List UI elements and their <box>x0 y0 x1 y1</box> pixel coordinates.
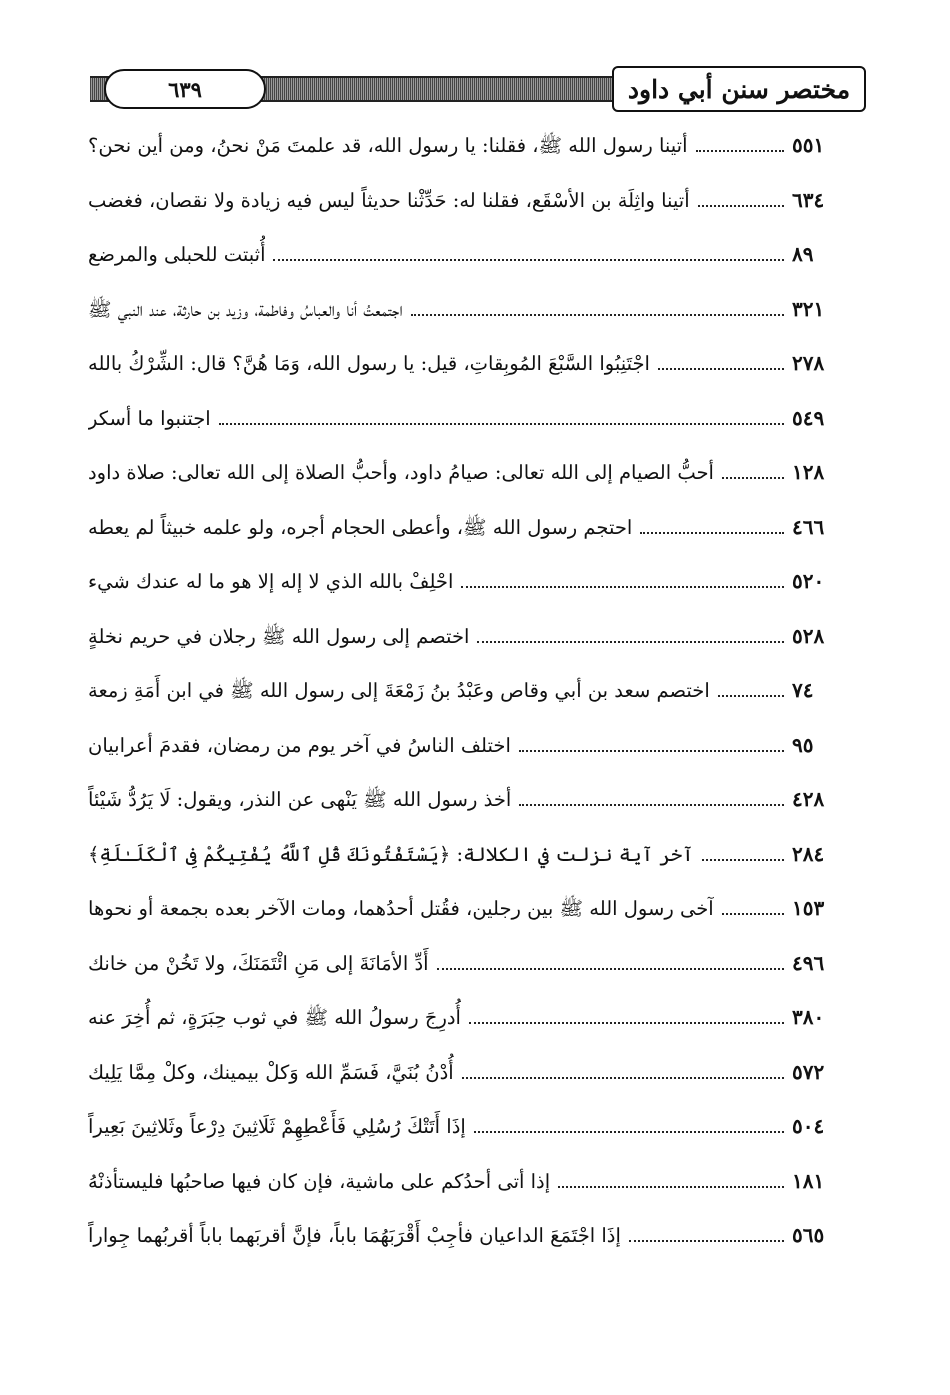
entry-text: اجْتَنِبُوا السَّبْعَ المُوبِقاتِ، قيل: يا رسول الله، وَمَا هُنَّ؟ قال: الشِّرْكُ بالله <box>88 352 650 375</box>
index-entry <box>88 173 858 228</box>
dot-leader <box>519 750 784 752</box>
entry-text: أَدِّ الأمَانَةَ إلى مَنِ ائْتَمَنَكَ، ولا تَخُنْ من خانك <box>88 951 429 975</box>
dot-leader <box>702 859 784 861</box>
entry-text: اختلف الناسُ في آخر يوم من رمضان، فقدمَ أعرابيان <box>88 733 511 757</box>
dot-leader <box>722 477 784 479</box>
dot-leader <box>273 259 784 261</box>
entry-text: أتينا واثِلَة بن الأسْقَع، فقلنا له: حَدِّثْنا حديثاً ليس فيه زيادة ولا نقصان، فغضب <box>88 188 690 212</box>
dot-leader <box>718 695 784 697</box>
entry-text: أتينا رسول الله ﷺ، فقلنا: يا رسول الله، قد علمتَ مَنْ نحنُ، ومن أين نحن؟ <box>88 134 688 157</box>
entry-page-number: ٨٩ <box>792 242 814 266</box>
dot-leader <box>469 1022 784 1024</box>
index-entry <box>88 118 858 173</box>
index-entry <box>88 1208 858 1263</box>
entry-text: أُدرِجَ رسولُ الله ﷺ في ثوب حِبَرَةٍ، ثم أُخِرَ عنه <box>88 1006 461 1029</box>
dot-leader <box>461 586 784 588</box>
index-entry <box>88 663 858 718</box>
entry-page-number: ٥٦٥ <box>792 1223 825 1247</box>
entry-page-number: ٥٢٠ <box>792 569 825 593</box>
index-entry <box>88 1099 858 1154</box>
entry-text: اختصم سعد بن أبي وقاص وعَبْدُ بنُ زَمْعَةَ إلى رسول الله ﷺ في ابن أَمَةِ زمعة <box>88 679 710 702</box>
entry-page-number: ٤٢٨ <box>792 787 825 811</box>
entry-text: اختصم إلى رسول الله ﷺ رجلان في حريم نخلةٍ <box>88 624 470 648</box>
entry-page-number: ٩٥ <box>792 732 814 757</box>
entry-text: إذَا أَتَتْكَ رُسُلِي فَأَعْطِهِمْ ثَلَاثِينَ دِرْعاً وثَلاثِينَ بَعِيراً <box>88 1115 466 1138</box>
dot-leader <box>411 314 784 316</box>
dot-leader <box>474 1131 784 1133</box>
dot-leader <box>722 913 784 915</box>
dot-leader <box>219 423 784 425</box>
index-entry <box>88 1154 858 1209</box>
dot-leader <box>519 804 784 806</box>
dot-leader <box>462 1077 784 1079</box>
dot-leader <box>629 1240 784 1242</box>
entry-page-number: ٥٥١ <box>792 133 825 157</box>
index-entry <box>88 881 858 936</box>
page-number: ٦٣٩ <box>168 76 202 102</box>
dot-leader <box>437 968 784 970</box>
book-title: مختصر سنن أبي داود <box>627 74 851 104</box>
book-title-frame <box>612 66 866 112</box>
entry-page-number: ٥٢٨ <box>792 623 825 648</box>
entry-page-number: ٣٢١ <box>792 296 825 321</box>
entry-text: اجتنبوا ما أسكر <box>88 406 211 430</box>
index-entry <box>88 391 858 446</box>
entry-text: إذَا اجْتَمَعَ الداعيان فأجِبْ أَقْرَبَهُمَا باباً، فإنَّ أقربَهما باباً أقربُهما جِواراً <box>88 1224 621 1247</box>
entry-text: إذا أتى أحدُكم على ماشية، فإن كان فيها صاحبُها فليستأذنْهُ <box>88 1169 551 1193</box>
dot-leader <box>477 641 784 643</box>
dot-leader <box>640 532 784 534</box>
index-entry <box>88 227 858 282</box>
entry-text: أحبُّ الصيام إلى الله تعالى: صيامُ داود، وأحبُّ الصلاة إلى الله تعالى: صلاة داود <box>88 461 714 484</box>
entry-text: احْلِفْ بالله الذي لا إله إلا هو ما له عندك شيء <box>88 570 454 593</box>
dot-leader <box>558 1186 784 1188</box>
entry-page-number: ٦٣٤ <box>792 187 825 212</box>
entry-page-number: ١٢٨ <box>792 460 825 484</box>
dot-leader <box>698 205 784 207</box>
index-entry <box>88 1045 858 1100</box>
index-entry <box>88 990 858 1045</box>
entry-page-number: ٥٤٩ <box>792 405 825 430</box>
index-entry <box>88 827 858 882</box>
entry-text: احتجم رسول الله ﷺ، وأعطى الحجام أجره، ولو علمه خبيثاً لم يعطه <box>88 515 633 539</box>
index-entry <box>88 772 858 827</box>
page-header <box>90 66 860 110</box>
index-entry <box>88 554 858 609</box>
entry-page-number: ٥٧٢ <box>792 1059 825 1084</box>
hadith-index-list <box>88 118 858 1263</box>
entry-page-number: ٢٨٤ <box>792 841 825 866</box>
entry-text: أُدْنُ بُنَيَّ، فَسَمِّ الله وَكلْ بيمينك، وكلْ مِمَّا يَلِيك <box>88 1060 454 1084</box>
entry-text: آخى رسول الله ﷺ بين رجلين، فقُتل أحدُهما، ومات الآخر بعده بجمعة أو نحوها <box>88 897 714 920</box>
entry-text: اجتمعتُ أنا والعباسُ وفاطمة، وزيد بن حارثة، عند النبي ﷺ <box>88 297 403 321</box>
dot-leader <box>658 368 784 370</box>
entry-page-number: ٢٧٨ <box>792 351 825 375</box>
index-entry <box>88 936 858 991</box>
index-entry <box>88 718 858 773</box>
entry-page-number: ٤٦٦ <box>792 514 825 539</box>
index-entry <box>88 445 858 500</box>
entry-page-number: ٧٤ <box>792 678 814 702</box>
dot-leader <box>696 150 784 152</box>
entry-page-number: ٤٩٦ <box>792 950 825 975</box>
entry-page-number: ١٥٣ <box>792 896 825 920</box>
entry-page-number: ٣٨٠ <box>792 1005 825 1029</box>
index-entry <box>88 609 858 664</box>
index-entry <box>88 336 858 391</box>
entry-page-number: ٥٠٤ <box>792 1114 825 1138</box>
page-number-frame <box>104 69 266 109</box>
entry-page-number: ١٨١ <box>792 1168 825 1193</box>
index-entry <box>88 500 858 555</box>
entry-text: آخر آية نزلت في الكلالة: ﴿يَسْتَفْتُونَكَ قُلِ ٱللَّهُ يُفْتِيكُمْ فِى ٱلْكَلَـٰلَةِ﴾ <box>88 842 694 866</box>
entry-text: أخذ رسول الله ﷺ يَنْهى عن النذر، ويقول: لَا يَرُدُّ شَيْئاً <box>88 788 512 811</box>
entry-text: أُثبتت للحبلى والمرضع <box>88 243 266 266</box>
index-entry <box>88 282 858 337</box>
